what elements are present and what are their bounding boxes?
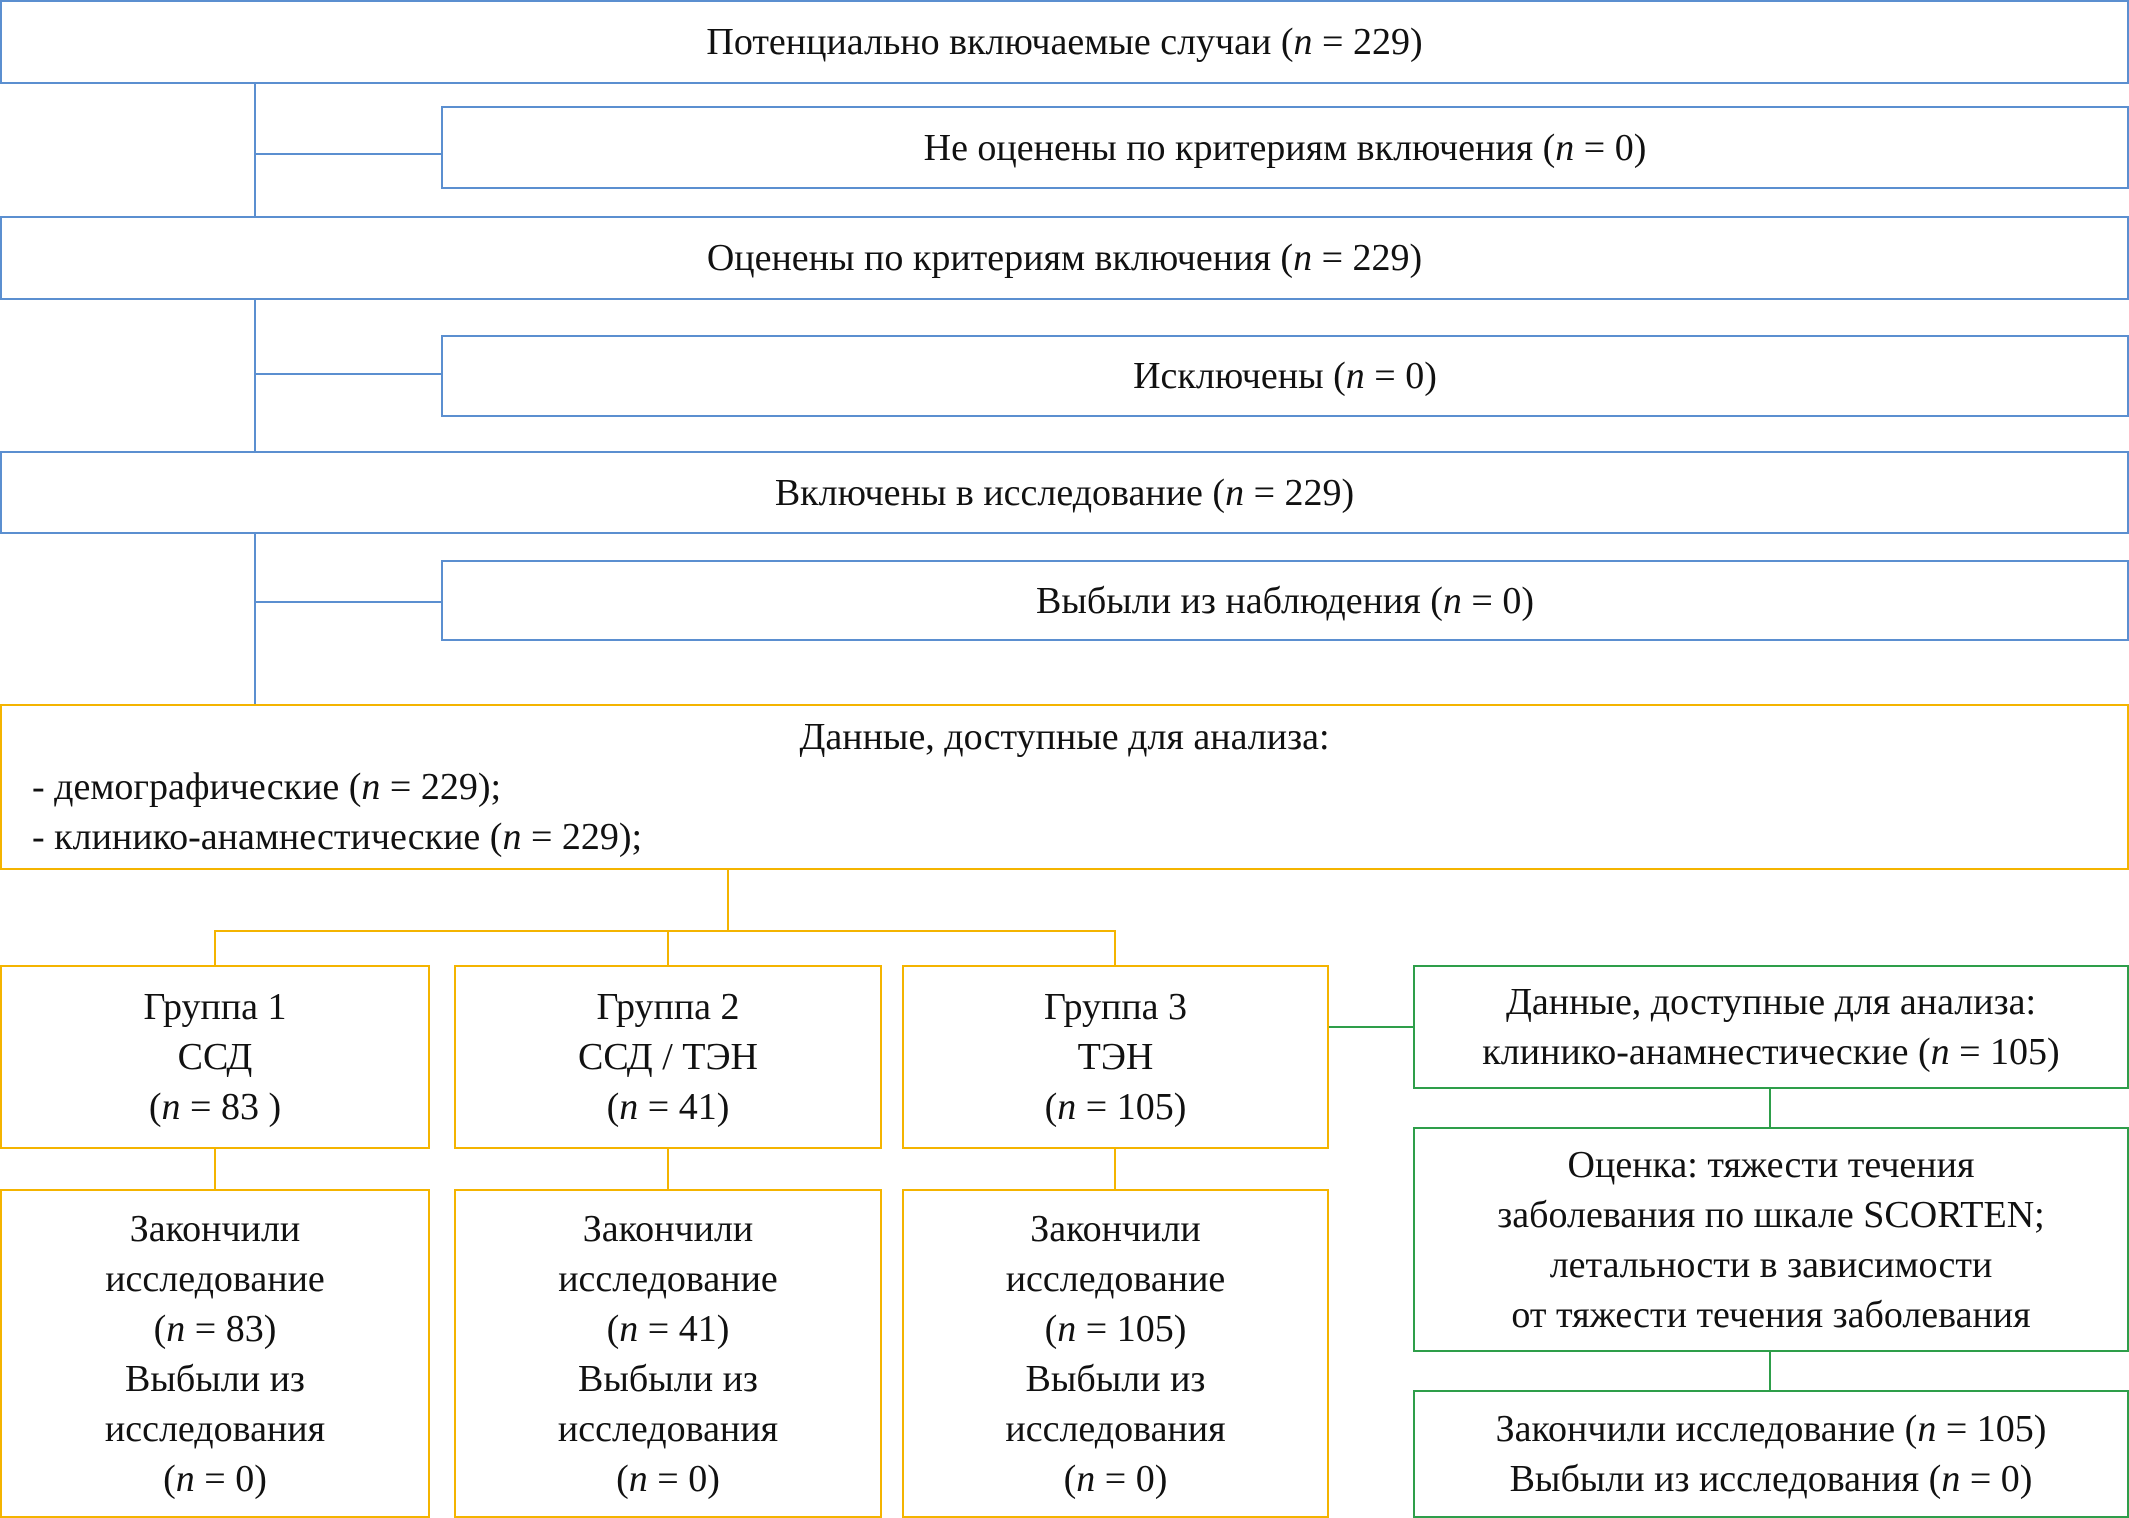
- group-2-finish-box: [454, 1189, 882, 1518]
- dropout-count: (n = 0): [616, 1457, 720, 1500]
- potential-cases-label: Потенциально включаемые случаи (n = 229): [706, 21, 1423, 63]
- group-3-title: Группа 3: [1043, 986, 1188, 1028]
- finish-label: исследование: [558, 1257, 778, 1300]
- assessed-label: Оценены по критериям включения (n = 229): [706, 237, 1423, 279]
- connector: [214, 1148, 216, 1190]
- dropout-label: исследования: [1005, 1407, 1226, 1450]
- green-analysis-title: Данные, доступные для анализа:: [1505, 981, 2037, 1023]
- connector: [214, 930, 1115, 932]
- green-analysis-clinical: клинико-анамнестические (n = 105): [1482, 1031, 2060, 1073]
- included-box: [0, 451, 2129, 534]
- potential-cases-box: [0, 0, 2129, 84]
- connector: [1769, 1351, 1771, 1391]
- group-2-subtitle: ССД / ТЭН: [577, 1036, 759, 1078]
- finish-count: (n = 83): [153, 1307, 277, 1350]
- dropout-count: (n = 0): [163, 1457, 267, 1500]
- analysis-title: Данные, доступные для анализа:: [799, 716, 1330, 758]
- dropout-label: исследования: [557, 1407, 779, 1450]
- connector: [214, 930, 216, 966]
- analysis-data-box: [0, 704, 2129, 870]
- green-dropout-line: Выбыли из исследования (n = 0): [1509, 1458, 2033, 1500]
- evaluation-line: заболевания по шкале SCORTEN;: [1497, 1193, 2045, 1236]
- connector: [254, 153, 442, 155]
- dropout-count: (n = 0): [1063, 1457, 1168, 1500]
- finish-label: Закончили: [1030, 1207, 1201, 1250]
- finish-label: Закончили: [582, 1207, 754, 1250]
- connector: [727, 868, 729, 930]
- finish-label: исследование: [105, 1257, 325, 1300]
- green-finish-line: Закончили исследование (n = 105): [1495, 1408, 2047, 1450]
- analysis-clinical-line: - клинико-анамнестические (n = 229);: [32, 816, 643, 858]
- group-1-finish-box: [0, 1189, 430, 1518]
- connector: [254, 533, 256, 705]
- connector: [254, 299, 256, 451]
- dropout-label: исследования: [104, 1407, 326, 1450]
- group-3-box: [902, 965, 1329, 1149]
- group-1-subtitle: ССД: [177, 1036, 253, 1078]
- finish-count: (n = 105): [1044, 1307, 1187, 1350]
- evaluation-line: летальности в зависимости: [1549, 1243, 1993, 1286]
- connector: [254, 373, 442, 375]
- finish-label: исследование: [1005, 1257, 1226, 1300]
- connector: [1769, 1088, 1771, 1128]
- group-1-title: Группа 1: [143, 986, 287, 1028]
- connector: [1114, 930, 1116, 966]
- analysis-demographic-line: - демографические (n = 229);: [32, 766, 502, 808]
- group-1-count: (n = 83 ): [148, 1086, 282, 1128]
- dropout-label: Выбыли из: [578, 1357, 758, 1400]
- excluded-label: Исключены (n = 0): [1133, 355, 1437, 397]
- dropout-label: Выбыли из: [125, 1357, 305, 1400]
- finish-label: Закончили: [129, 1207, 301, 1250]
- dropout-label: Выбыли из: [1025, 1357, 1206, 1400]
- connector: [1114, 1148, 1116, 1190]
- green-evaluation-box: [1413, 1127, 2129, 1352]
- connector: [667, 1148, 669, 1190]
- dropped-label: Выбыли из наблюдения (n = 0): [1036, 579, 1534, 622]
- connector: [254, 84, 256, 217]
- group-2-title: Группа 2: [596, 986, 740, 1028]
- connector: [254, 601, 442, 603]
- not-assessed-box: [441, 106, 2129, 189]
- excluded-box: [441, 335, 2129, 417]
- green-finish-box: [1413, 1390, 2129, 1518]
- finish-count: (n = 41): [606, 1307, 730, 1350]
- connector: [1328, 1026, 1414, 1028]
- dropped-box: [441, 560, 2129, 641]
- connector: [667, 930, 669, 966]
- evaluation-line: от тяжести течения заболевания: [1511, 1293, 2031, 1336]
- assessed-box: [0, 216, 2129, 300]
- green-analysis-box: [1413, 965, 2129, 1089]
- included-label: Включены в исследование (n = 229): [774, 471, 1355, 514]
- group-2-box: [454, 965, 882, 1149]
- group-3-count: (n = 105): [1044, 1086, 1187, 1128]
- group-3-finish-box: [902, 1189, 1329, 1518]
- group-1-box: [0, 965, 430, 1149]
- evaluation-line: Оценка: тяжести течения: [1567, 1143, 1975, 1186]
- not-assessed-label: Не оценены по критериям включения (n = 0): [923, 126, 1647, 169]
- group-3-subtitle: ТЭН: [1077, 1036, 1154, 1078]
- group-2-count: (n = 41): [606, 1086, 730, 1128]
